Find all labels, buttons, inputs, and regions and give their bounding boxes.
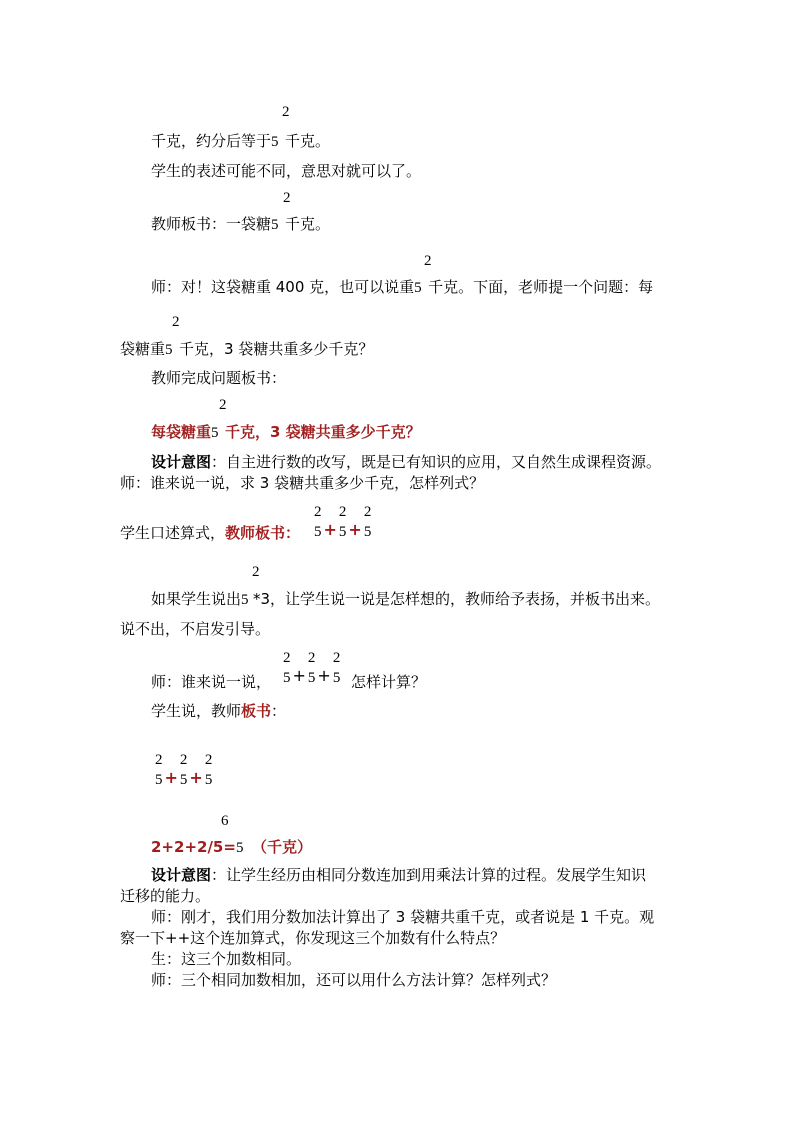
- board-question: 每袋糖重5 千克，3 袋糖共重多少千克？: [151, 423, 421, 441]
- fraction-sum-3: 2 5 + 2 5 + 2 5: [155, 752, 213, 788]
- fraction-numerator: 2: [283, 190, 291, 206]
- text-line-21: 师：三个相同加数相加，还可以用什么方法计算？怎样列式？: [151, 971, 557, 989]
- text-line-10: 学生口述算式，教师板书：: [120, 524, 301, 542]
- text-line-5: 袋糖重5 千克，3 袋糖共重多少千克？: [120, 340, 374, 358]
- text-line-17: 迁移的能力。: [120, 887, 211, 905]
- fraction-sum-1: 2 5 + 2 5 + 2 5: [314, 504, 372, 540]
- text-line-12: 说不出，不启发引导。: [120, 620, 271, 638]
- text-line-20: 生：这三个加数相同。: [151, 950, 302, 968]
- fraction: 2 5: [155, 752, 163, 788]
- text-line-16: 设计意图：让学生经历由相同分数连加到用乘法计算的过程。发展学生知识: [151, 866, 647, 884]
- text-line-6: 教师完成问题板书：: [151, 369, 287, 387]
- text-line-13: 师：谁来说一说， 怎样计算？: [151, 673, 427, 691]
- text-line-9: 师：谁来说一说，求 3 袋糖共重多少千克，怎样列式？: [120, 474, 485, 492]
- fraction: 2 5: [204, 752, 213, 788]
- board-result: 2+2+2/5=5 （千克）: [151, 838, 312, 856]
- text-line-14: 学生说，教师板书：: [151, 702, 287, 720]
- fraction-numerator: 2: [172, 314, 180, 330]
- fraction: 2 5: [307, 650, 316, 686]
- fraction: 2 5: [283, 650, 291, 686]
- text-line-11: 如果学生说出5 *3，让学生说一说是怎样想的，教师给予表扬，并板书出来。: [151, 590, 661, 608]
- text-line-19: 察一下++这个连加算式，你发现这三个加数有什么特点？: [120, 929, 506, 947]
- text-line-1: 千克，约分后等于5 千克。: [151, 132, 331, 150]
- fraction-numerator: 2: [219, 397, 227, 413]
- fraction-numerator: 2: [424, 253, 432, 269]
- text-line-3: 教师板书：一袋糖5 千克。: [151, 215, 331, 233]
- fraction-sum-2: 2 5 + 2 5 + 2 5: [283, 650, 341, 686]
- text-line-18: 师：刚才，我们用分数加法计算出了 3 袋糖共重千克，或者说是 1 千克。观: [151, 908, 655, 926]
- fraction: 2 5: [179, 752, 188, 788]
- fraction-numerator: 2: [282, 104, 290, 120]
- fraction: 2 5: [363, 504, 372, 540]
- fraction: 2 5: [314, 504, 322, 540]
- fraction-numerator: 2: [252, 564, 260, 580]
- fraction: 2 5: [338, 504, 347, 540]
- fraction-numerator: 6: [221, 813, 229, 829]
- text-line-8: 设计意图：自主进行数的改写，既是已有知识的应用，又自然生成课程资源。: [151, 453, 662, 471]
- text-line-2: 学生的表述可能不同，意思对就可以了。: [151, 162, 422, 180]
- fraction: 2 5: [332, 650, 341, 686]
- fraction-denominator: 5: [271, 134, 279, 150]
- text-line-4: 师：对！这袋糖重 400 克，也可以说重5 千克。下面，老师提一个问题：每: [151, 278, 654, 296]
